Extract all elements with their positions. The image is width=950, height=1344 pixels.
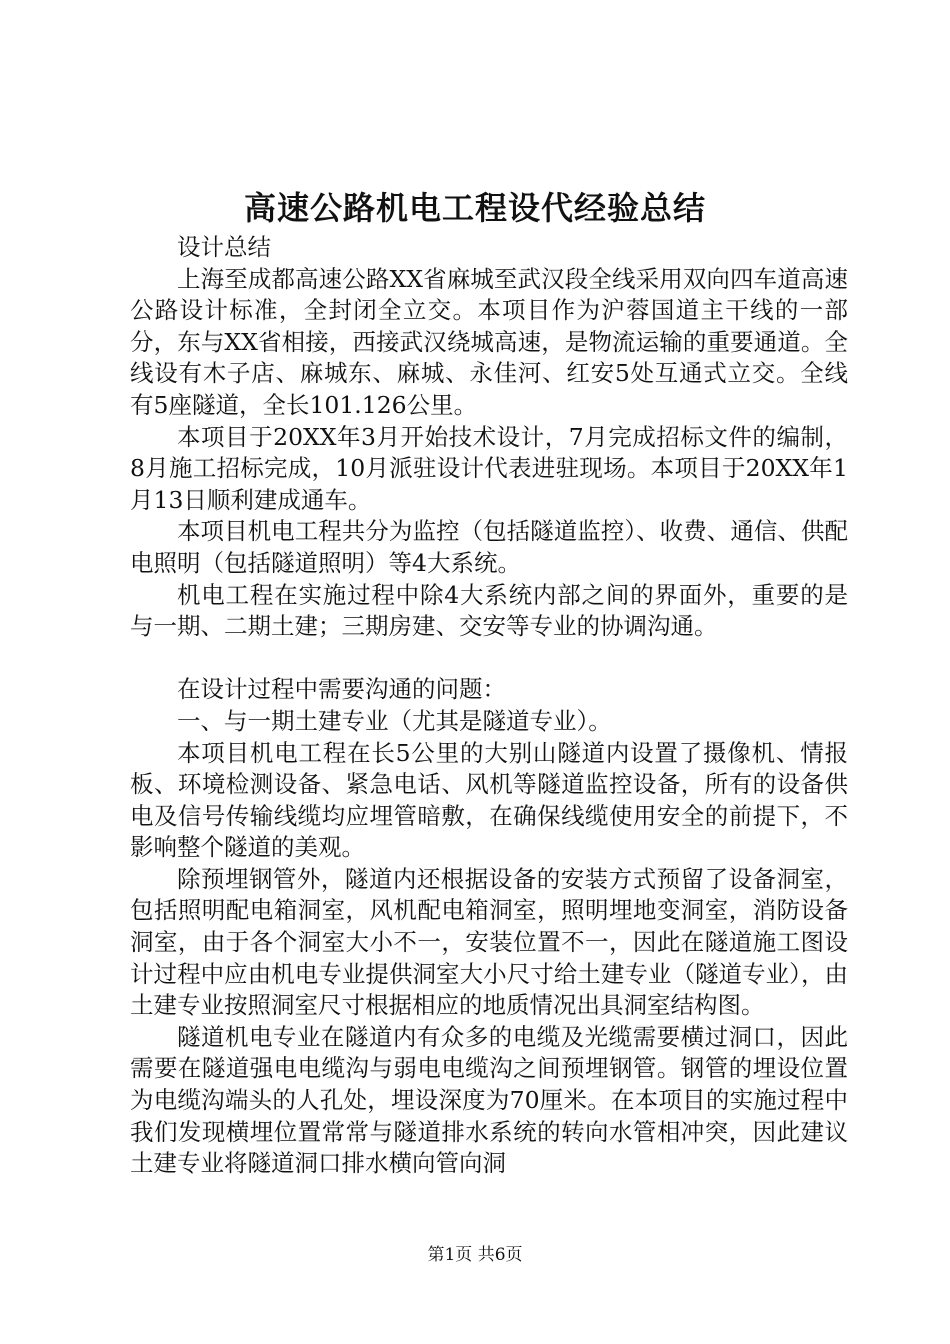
paragraph-project-overview: 上海至成都高速公路XX省麻城至武汉段全线采用双向四车道高速公路设计标准，全封闭全立交。本项目作为沪蓉国道主干线的一部分，东与XX省相接，西接武汉绕城高速，是物流运输的重要通道。全线设有木子店、麻城东、麻城、永佳河、红安5处互通式立交。全线有5座隧道，全长101.126公里。 <box>130 264 848 419</box>
paragraph-equipment-chambers: 除预埋钢管外，隧道内还根据设备的安装方式预留了设备洞室，包括照明配电箱洞室，风机配电箱洞室，照明埋地变洞室，消防设备洞室，由于各个洞室大小不一，安装位置不一，因此在隧道施工图设计过程中应由机电专业提供洞室大小尺寸给土建专业（隧道专业），由土建专业按照洞室尺寸根据相应的地质情况出具洞室结构图。 <box>130 864 848 1020</box>
paragraph-cable-conduits: 隧道机电专业在隧道内有众多的电缆及光缆需要横过洞口，因此需要在隧道强电电缆沟与弱电电缆沟之间预埋钢管。钢管的埋设位置为电缆沟端头的人孔处，埋设深度为70厘米。在本项目的实施过程中我们发现横埋位置常常与隧道排水系统的转向水管相冲突，因此建议土建专业将隧道洞口排水横向管向洞 <box>130 1022 848 1178</box>
page-number-footer: 第1页 共6页 <box>427 1245 523 1265</box>
paragraph-coordination: 机电工程在实施过程中除4大系统内部之间的界面外，重要的是与一期、二期土建；三期房建、交安等专业的协调沟通。 <box>130 580 848 641</box>
section-heading-design-summary: 设计总结 <box>177 233 271 261</box>
paragraph-schedule: 本项目于20XX年3月开始技术设计，7月完成招标文件的编制，8月施工招标完成，10月派驻设计代表进驻现场。本项目于20XX年1月13日顺利建成通车。 <box>130 422 848 514</box>
document-title: 高速公路机电工程设代经验总结 <box>243 189 706 227</box>
paragraph-systems: 本项目机电工程共分为监控（包括隧道监控）、收费、通信、供配电照明（包括隧道照明）等4大系统。 <box>130 517 848 577</box>
paragraph-tunnel-equipment: 本项目机电工程在长5公里的大别山隧道内设置了摄像机、情报板、环境检测设备、紧急电话、风机等隧道监控设备，所有的设备供电及信号传输线缆均应埋管暗敷，在确保线缆使用安全的前提下，不影响整个隧道的美观。 <box>130 738 848 862</box>
subheading-phase-one-civil: 一、与一期土建专业（尤其是隧道专业）。 <box>177 706 612 735</box>
paragraph-communication-issues: 在设计过程中需要沟通的问题： <box>177 675 506 704</box>
document-body <box>130 232 848 1180</box>
